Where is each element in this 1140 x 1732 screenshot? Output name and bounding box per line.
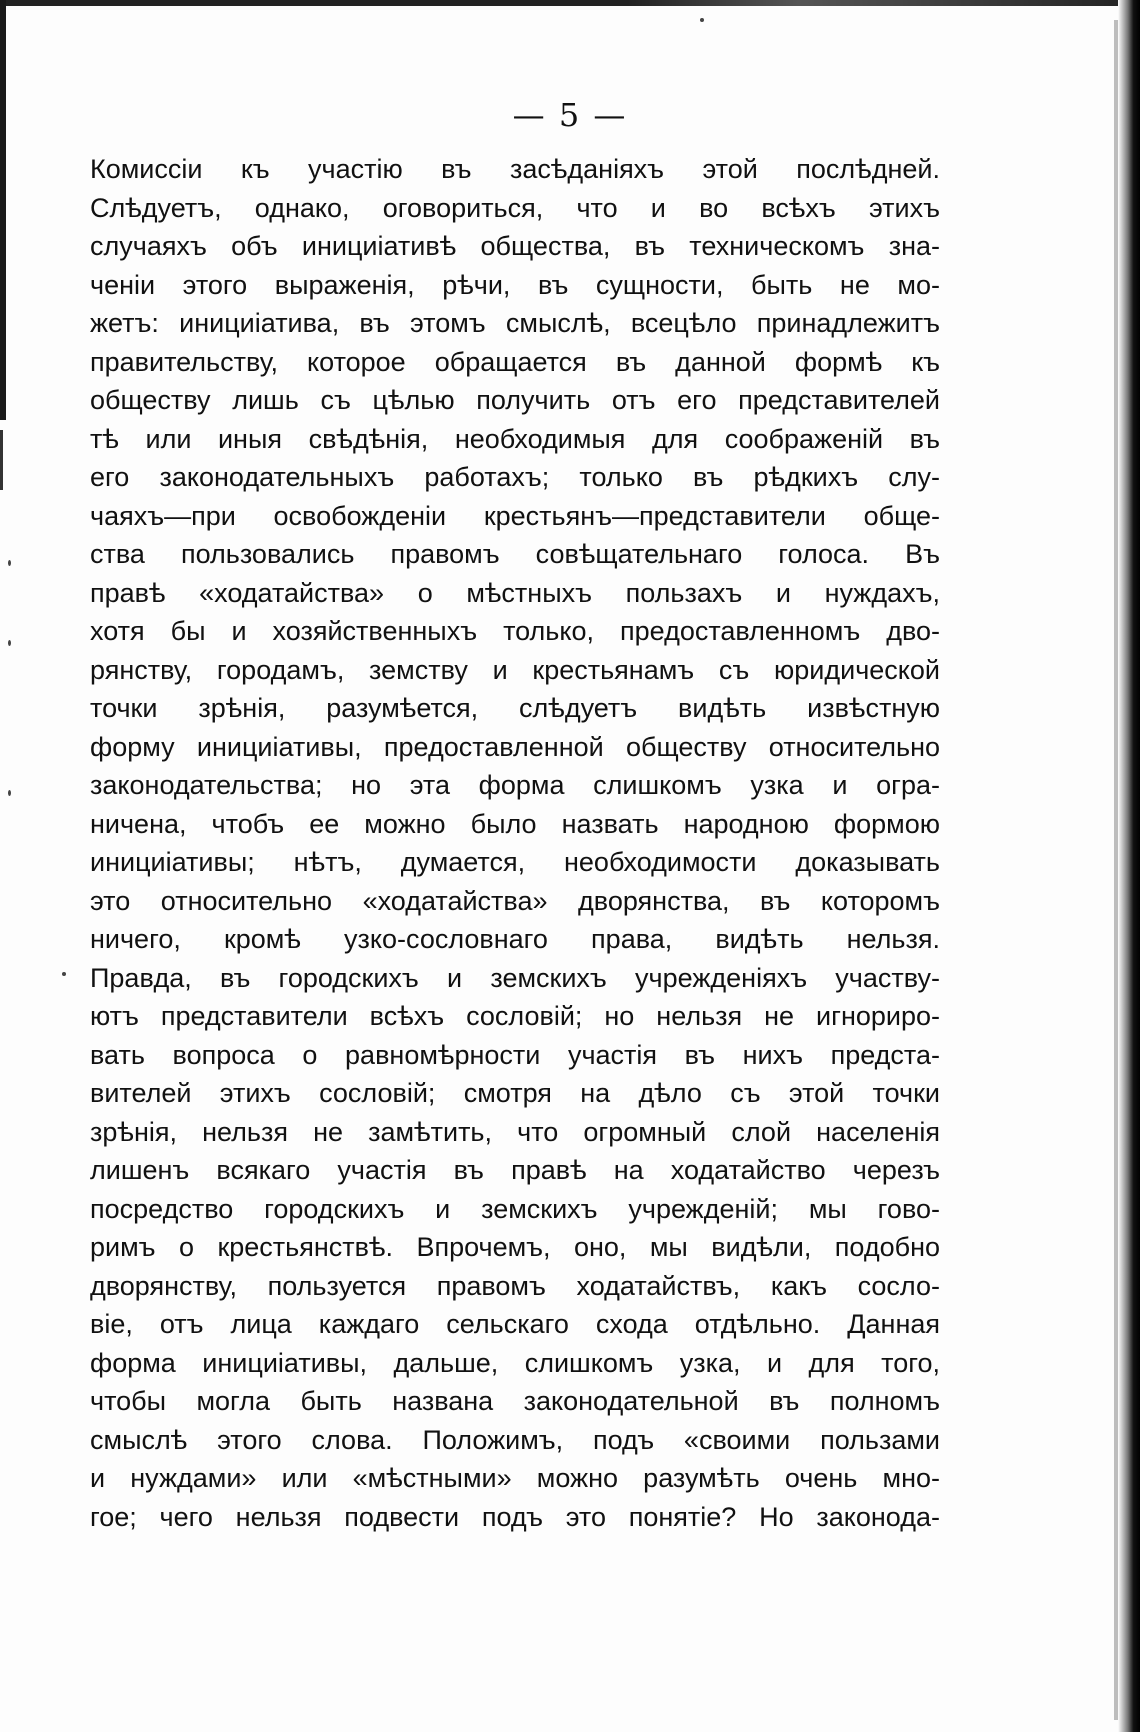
text-line: Слѣдуетъ, однако, оговориться, что и во всѣхъ этихъ: [90, 192, 940, 223]
scan-edge-top: [0, 0, 1140, 6]
text-line: посредство городскихъ и земскихъ учрежденій; мы гово-: [90, 1193, 940, 1224]
body-text: [90, 150, 940, 1536]
text-line: инициіативы; нѣтъ, думается, необходимости доказывать: [90, 847, 940, 877]
text-line: жетъ: инициіатива, въ этомъ смыслѣ, всецѣло принадлежитъ: [90, 308, 940, 338]
text-line: ютъ представители всѣхъ сословій; но нельзя не игнориро-: [90, 1001, 940, 1031]
text-line: точки зрѣнія, разумѣется, слѣдуетъ видѣть извѣстную: [90, 693, 940, 723]
text-line: правѣ «ходатайства» о мѣстныхъ пользахъ и нуждахъ,: [90, 577, 940, 608]
text-line: случаяхъ объ инициіативѣ общества, въ техническомъ зна-: [90, 231, 940, 261]
text-line: смыслѣ этого слова. Положимъ, подъ «своими пользами: [90, 1424, 940, 1455]
text-line: Комиссіи къ участію въ засѣданіяхъ этой послѣдней.: [90, 154, 940, 184]
text-line: форму инициіативы, предоставленной обществу относительно: [90, 731, 940, 762]
scan-speck: [8, 640, 11, 646]
text-line: ничего, кромѣ узко-сословнаго права, видѣть нельзя.: [90, 924, 940, 954]
text-line: вителей этихъ сословій; смотря на дѣло съ этой точки: [90, 1078, 940, 1108]
scan-edge-right-shadow: [1114, 20, 1118, 1720]
page-number: — 5 —: [512, 96, 628, 134]
scan-edge-left: [0, 0, 6, 420]
text-line: тѣ или иныя свѣдѣнія, необходимыя для соображеній въ: [90, 423, 940, 454]
text-line: и нуждами» или «мѣстными» можно разумѣть очень мно-: [90, 1463, 940, 1493]
text-line: зрѣнія, нельзя не замѣтить, что огромный слой населенія: [90, 1116, 940, 1147]
text-line: лишенъ всякаго участія въ правѣ на ходатайство черезъ: [90, 1155, 940, 1185]
text-line: ченіи этого выраженія, рѣчи, въ сущности, быть не мо-: [90, 269, 940, 300]
text-line: ничена, чтобъ ее можно было назвать народною формою: [90, 808, 940, 839]
scan-speck: [8, 790, 11, 796]
text-line: обществу лишь съ цѣлью получить отъ его представителей: [90, 385, 940, 415]
text-line: это относительно «ходатайства» дворянства, въ которомъ: [90, 885, 940, 916]
text-line: его законодательныхъ работахъ; только въ рѣдкихъ слу-: [90, 462, 940, 492]
text-line: гое; чего нельзя подвести подъ это понятіе? Но законода-: [90, 1501, 940, 1532]
text-line: форма инициіативы, дальше, слишкомъ узка, и для того,: [90, 1347, 940, 1378]
scan-edge-right: [1118, 0, 1140, 1732]
text-line: чтобы могла быть названа законодательной въ полномъ: [90, 1386, 940, 1416]
text-line: дворянству, пользуется правомъ ходатайствъ, какъ сосло-: [90, 1270, 940, 1301]
text-line: ства пользовались правомъ совѣщательнаго голоса. Въ: [90, 539, 940, 569]
scan-speck: [62, 972, 66, 976]
text-line: хотя бы и хозяйственныхъ только, предоставленномъ дво-: [90, 616, 940, 646]
text-line: Правда, въ городскихъ и земскихъ учрежденіяхъ участву-: [90, 962, 940, 993]
text-line: римъ о крестьянствѣ. Впрочемъ, оно, мы видѣли, подобно: [90, 1232, 940, 1262]
text-line: рянству, городамъ, земству и крестьянамъ съ юридической: [90, 654, 940, 685]
scan-edge-left-mark: [0, 430, 3, 490]
scan-speck: [700, 18, 704, 22]
text-line: віе, отъ лица каждаго сельскаго схода отдѣльно. Данная: [90, 1309, 940, 1339]
text-line: законодательства; но эта форма слишкомъ узка и огра-: [90, 770, 940, 800]
text-line: чаяхъ—при освобожденіи крестьянъ—представители обще-: [90, 500, 940, 531]
text-line: правительству, которое обращается въ данной формѣ къ: [90, 346, 940, 377]
scan-speck: [8, 560, 11, 566]
text-line: вать вопроса о равномѣрности участія въ нихъ предста-: [90, 1039, 940, 1070]
